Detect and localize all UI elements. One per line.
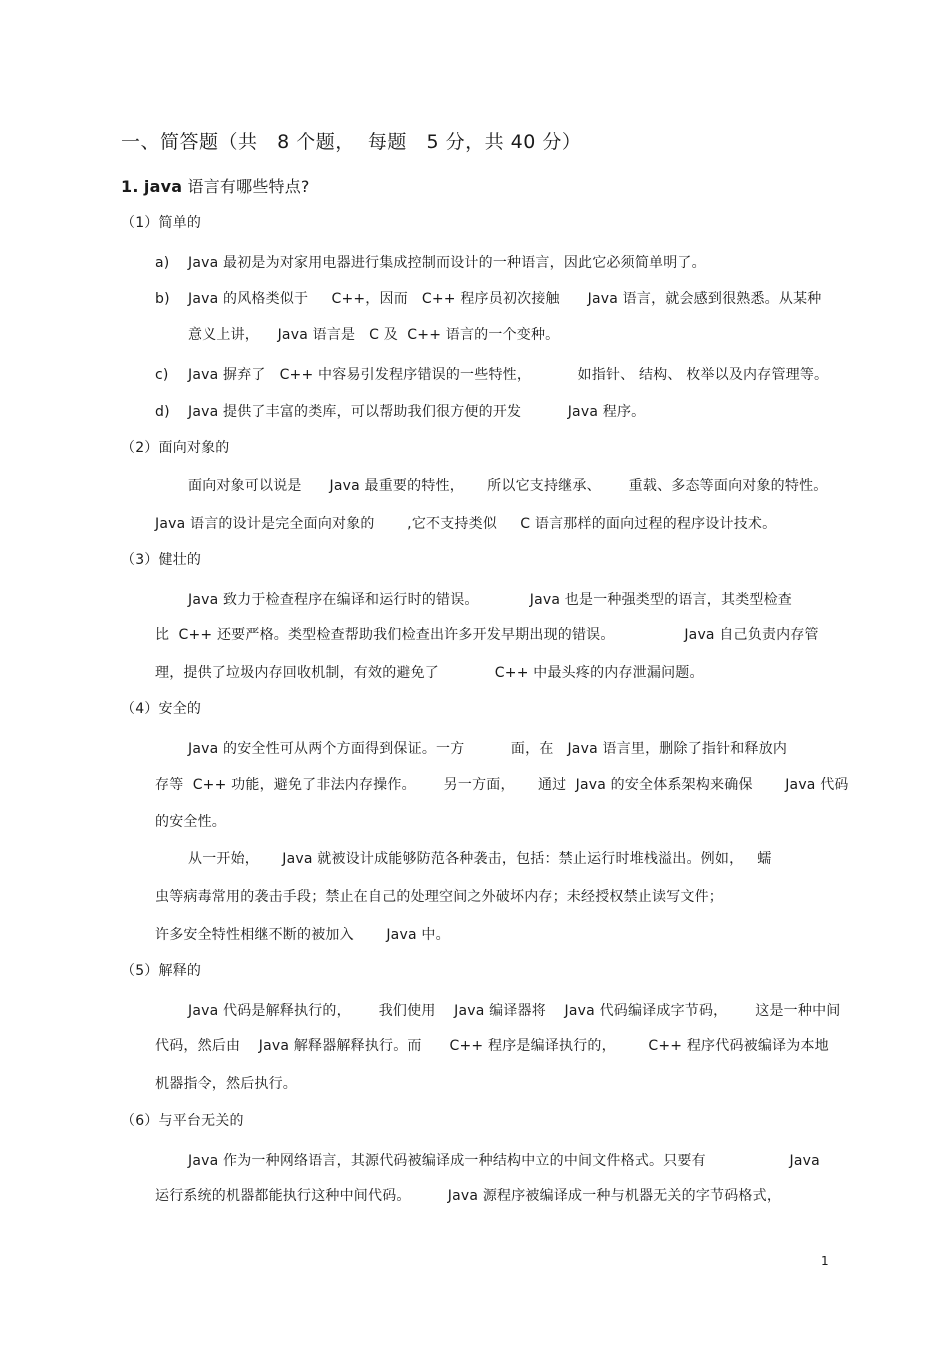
item-text-c: Java 摒弃了 C++ 中容易引发程序错误的一些特性， 如指针、 结构、 枚举以及内存管理等。 [188,367,829,383]
paragraph-line: 理，提供了垃圾内存回收机制，有效的避免了 C++ 中最头疼的内存泄漏问题。 [155,665,704,681]
paragraph-line: 运行系统的机器都能执行这种中间代码。 Java 源程序被编译成一种与机器无关的字节码格式， [155,1188,782,1204]
item-label-b: b) [155,291,170,307]
heading-robust: （3）健壮的 [121,552,202,568]
paragraph-line: Java 的安全性可从两个方面得到保证。一方 面，在 Java 语言里，删除了指针和释放内 [188,741,788,757]
item-text-b-cont: 意义上讲， Java 语言是 C 及 C++ 语言的一个变种。 [188,327,560,343]
paragraph-line: 面向对象可以说是 Java 最重要的特性， 所以它支持继承、 重载、多态等面向对象的特性。 [188,478,828,494]
item-text-a: Java 最初是为对家用电器进行集成控制而设计的一种语言，因此它必须简单明了。 [188,255,706,271]
section-title: 一、简答题（共 8 个题， 每题 5 分，共 40 分） [121,131,582,153]
question-1 [121,177,310,197]
paragraph-line: Java 语言的设计是完全面向对象的 ,它不支持类似 C 语言那样的面向过程的程序设计技术。 [155,516,777,532]
paragraph-line: 机器指令，然后执行。 [155,1076,297,1092]
heading-platform-independent: （6）与平台无关的 [121,1113,244,1129]
paragraph-line: Java 作为一种网络语言，其源代码被编译成一种结构中立的中间文件格式。只要有 Java [188,1153,820,1169]
item-text-b: Java 的风格类似于 C++，因而 C++ 程序员初次接触 Java 语言，就会感到很熟悉。从某种 [188,291,822,307]
paragraph-line: 虫等病毒常用的袭击手段；禁止在自己的处理空间之外破坏内存；未经授权禁止读写文件； [155,889,723,905]
question-number: 1. [121,177,139,196]
paragraph-line: 比 C++ 还要严格。类型检查帮助我们检查出许多开发早期出现的错误。 Java 自己负责内存管 [155,627,819,643]
item-label-d: d) [155,404,170,420]
heading-interpreted: （5）解释的 [121,963,202,979]
paragraph-line: 许多安全特性相继不断的被加入 Java 中。 [155,927,450,943]
item-label-a: a) [155,255,170,271]
heading-simple: （1）简单的 [121,215,202,231]
paragraph-line: 存等 C++ 功能，避免了非法内存操作。 另一方面， 通过 Java 的安全体系架构来确保 Java 代码 [155,777,849,793]
paragraph-line: 从一开始， Java 就被设计成能够防范各种袭击，包括：禁止运行时堆栈溢出。例如， 蠕 [188,851,772,867]
heading-object-oriented: （2）面向对象的 [121,440,230,456]
question-text: 语言有哪些特点? [182,177,310,196]
paragraph-line: 的安全性。 [155,814,226,830]
paragraph-line: Java 致力于检查程序在编译和运行时的错误。 Java 也是一种强类型的语言，其类型检查 [188,592,792,608]
question-java-word: java [143,177,183,196]
paragraph-line: 代码，然后由 Java 解释器解释执行。而 C++ 程序是编译执行的， C++ 程序代码被编译为本地 [155,1038,829,1054]
item-text-d: Java 提供了丰富的类库，可以帮助我们很方便的开发 Java 程序。 [188,404,646,420]
page-number: 1 [821,1254,829,1268]
heading-secure: （4）安全的 [121,701,202,717]
paragraph-line: Java 代码是解释执行的， 我们使用 Java 编译器将 Java 代码编译成字节码， 这是一种中间 [188,1003,841,1019]
item-label-c: c) [155,367,169,383]
